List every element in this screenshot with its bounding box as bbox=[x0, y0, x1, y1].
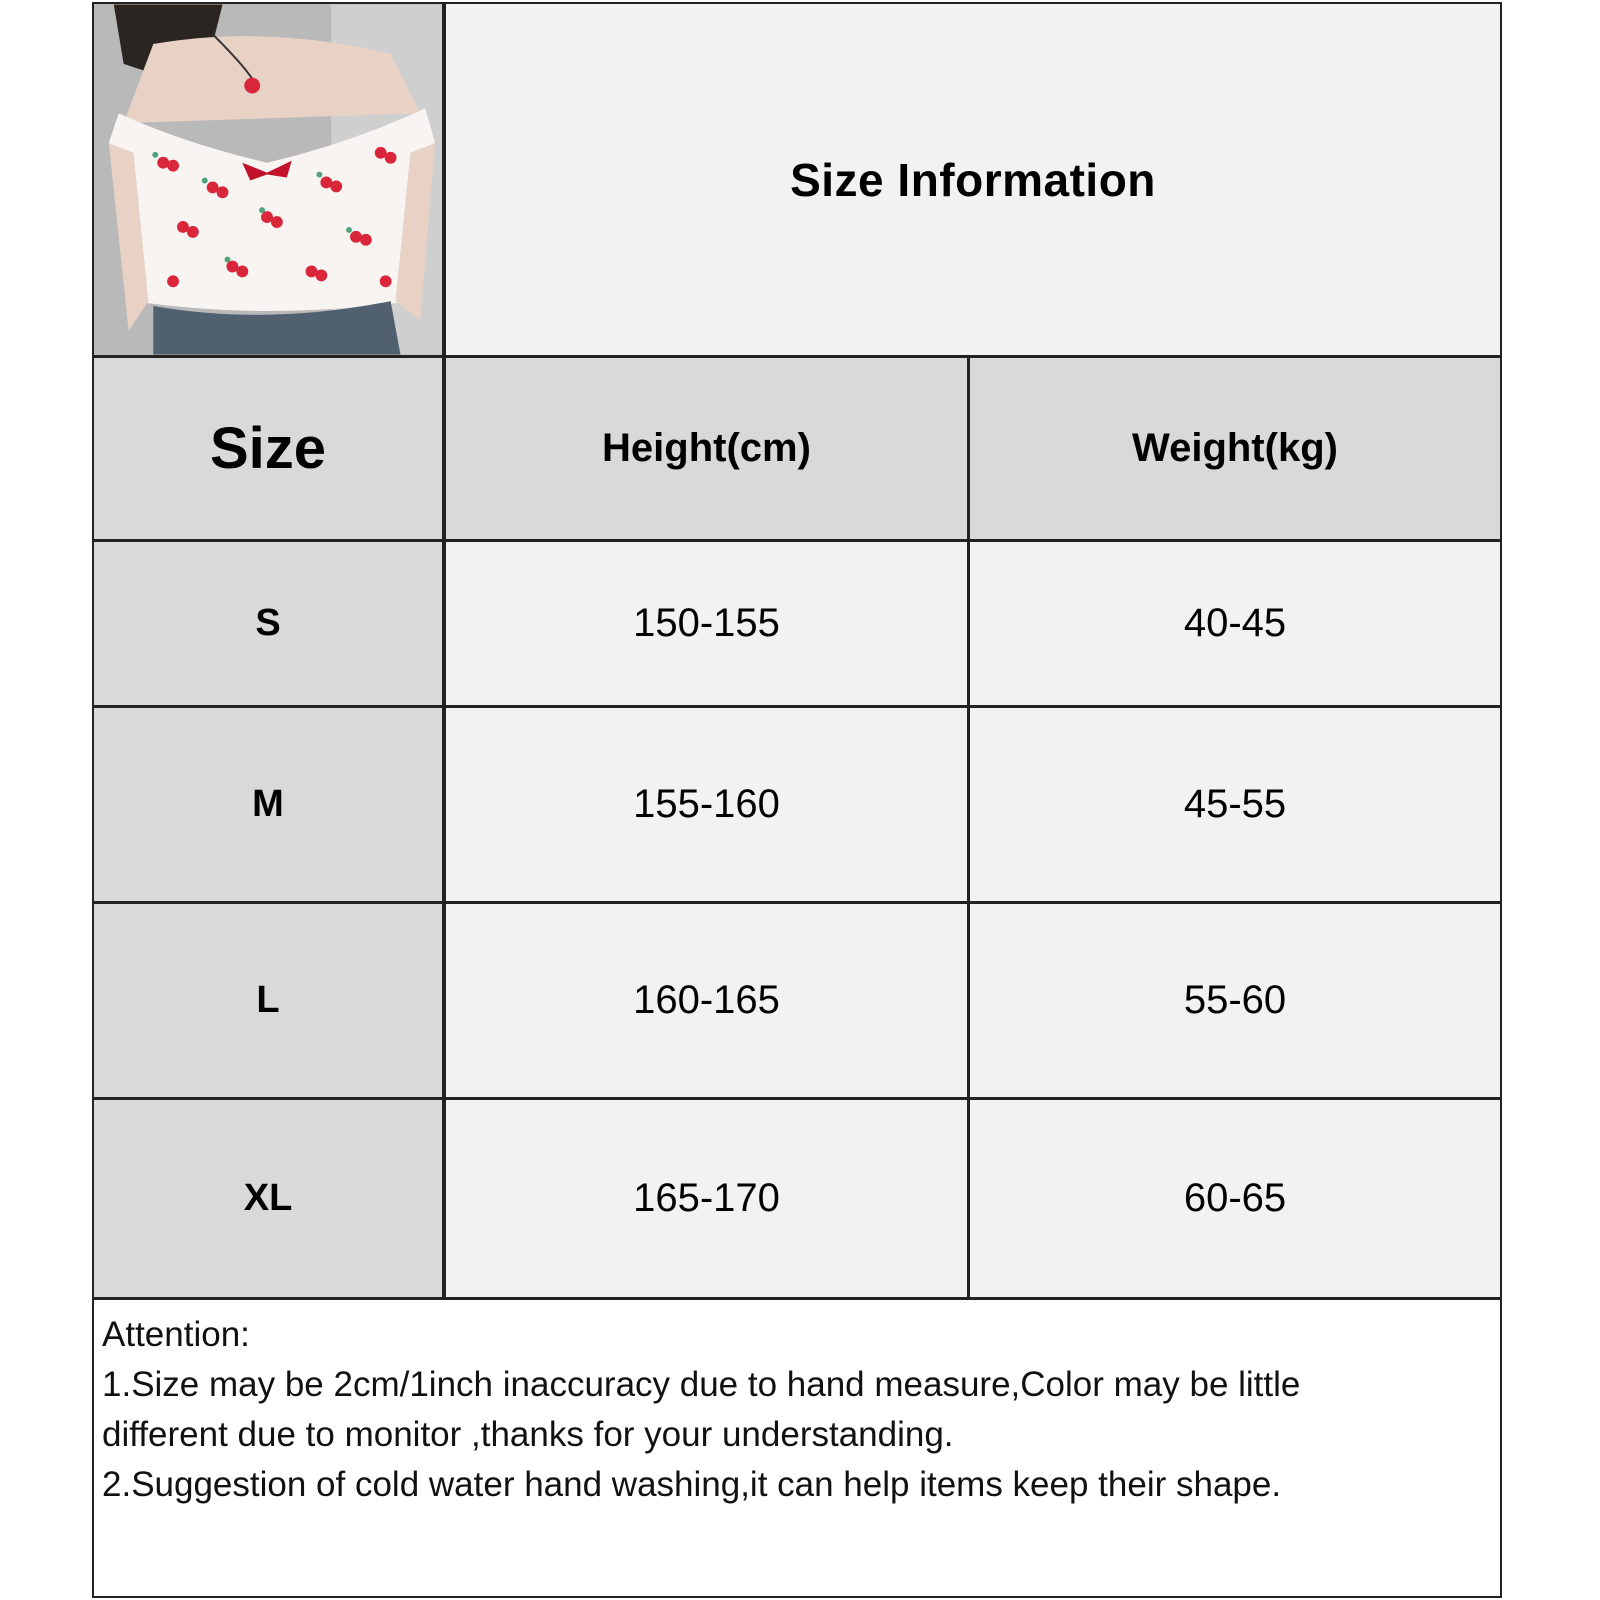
product-photo bbox=[94, 4, 446, 358]
weight-cell: 45-55 bbox=[970, 708, 1500, 901]
table-row bbox=[94, 1100, 1500, 1300]
table-header-row bbox=[94, 358, 1500, 542]
size-cell: S bbox=[94, 542, 446, 705]
model-photo-icon bbox=[94, 4, 442, 355]
weight-cell: 55-60 bbox=[970, 904, 1500, 1097]
weight-cell: 40-45 bbox=[970, 542, 1500, 705]
size-table bbox=[94, 358, 1500, 1300]
table-row bbox=[94, 542, 1500, 708]
size-cell: M bbox=[94, 708, 446, 901]
height-cell: 155-160 bbox=[446, 708, 970, 901]
notes-heading: Attention: bbox=[102, 1315, 250, 1354]
page-title: Size Information bbox=[790, 153, 1156, 206]
height-cell: 160-165 bbox=[446, 904, 970, 1097]
notes-line: 2.Suggestion of cold water hand washing,it can help items keep their shape. bbox=[102, 1465, 1282, 1504]
notes-line: 1.Size may be 2cm/1inch inaccuracy due to hand measure,Color may be little bbox=[102, 1365, 1301, 1404]
height-cell: 165-170 bbox=[446, 1100, 970, 1297]
column-header-size: Size bbox=[94, 358, 446, 539]
table-row bbox=[94, 708, 1500, 904]
size-cell: XL bbox=[94, 1100, 446, 1297]
table-row bbox=[94, 904, 1500, 1100]
column-header-height: Height(cm) bbox=[446, 358, 970, 539]
notes-line: different due to monitor ,thanks for your understanding. bbox=[102, 1415, 954, 1454]
column-header-weight: Weight(kg) bbox=[970, 358, 1500, 539]
size-chart bbox=[92, 2, 1502, 1598]
height-cell: 150-155 bbox=[446, 542, 970, 705]
title-cell bbox=[446, 4, 1500, 358]
attention-notes bbox=[94, 1300, 1500, 1596]
weight-cell: 60-65 bbox=[970, 1100, 1500, 1297]
size-cell: L bbox=[94, 904, 446, 1097]
